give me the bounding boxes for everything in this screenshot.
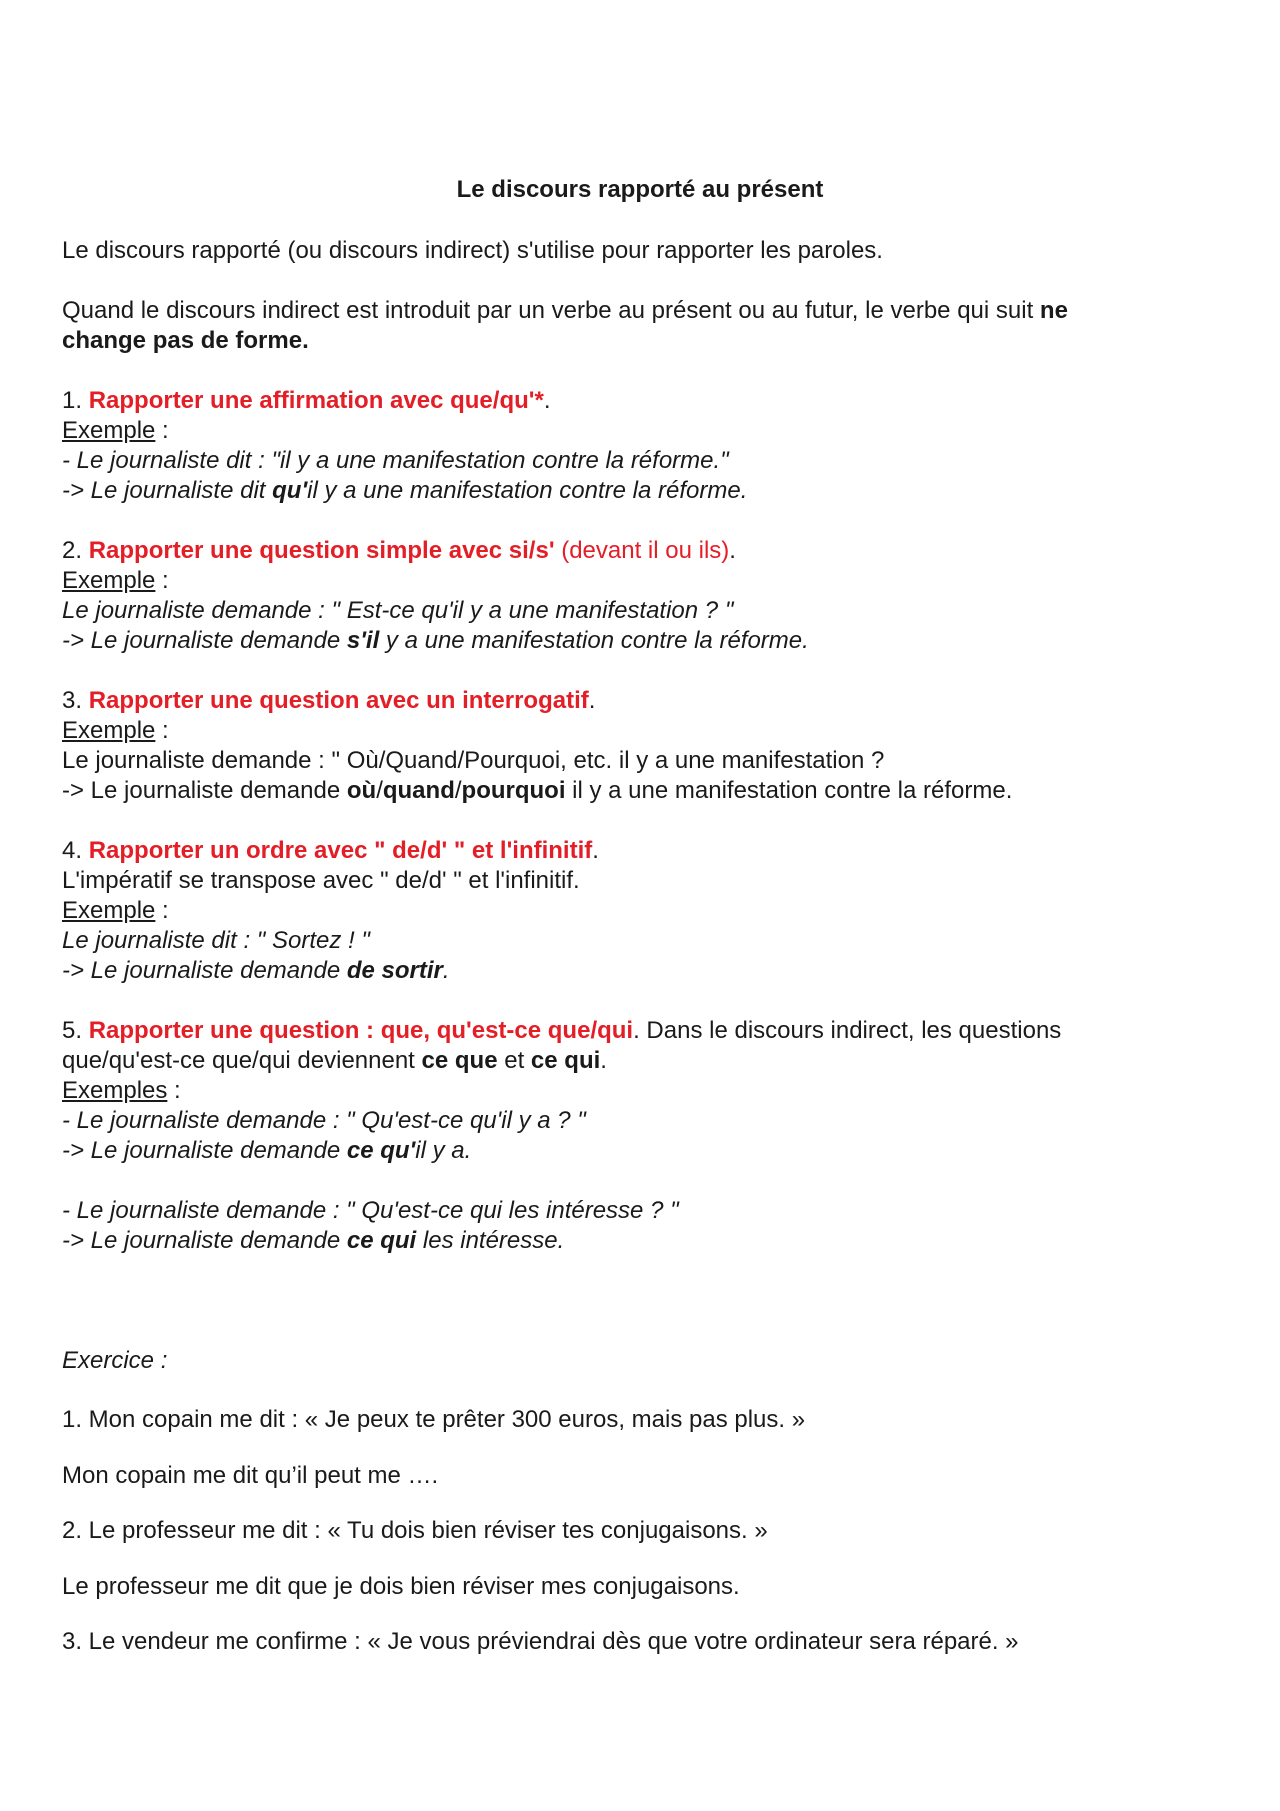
- example-text: il y a une manifestation contre la réforme.: [565, 777, 1013, 804]
- example-label: Exemple: [62, 417, 156, 444]
- section-bold: ce que: [421, 1047, 498, 1074]
- section-1-example-line-1: - Le journaliste dit : "il y a une manifestation contre la réforme.": [62, 447, 729, 474]
- section-3-example-line-2: [62, 776, 1012, 806]
- example-text: -> Le journaliste demande: [62, 1137, 347, 1164]
- section-3-example-label: [62, 716, 169, 746]
- example-text: -> Le journaliste demande: [62, 1227, 347, 1254]
- example-text: -> Le journaliste demande: [62, 627, 347, 654]
- page-title: Le discours rapporté au présent: [456, 176, 824, 203]
- section-note: (devant il ou ils): [554, 537, 730, 564]
- example-text: il y a.: [415, 1137, 472, 1164]
- example-label: Exemple: [62, 567, 156, 594]
- example-text: /: [454, 777, 462, 804]
- section-title: Rapporter une question simple avec si/s': [88, 537, 555, 564]
- section-number: 4.: [62, 837, 89, 864]
- punctuation: .: [600, 1047, 607, 1074]
- section-5-example-1-line-1: - Le journaliste demande : " Qu'est-ce qu'il y a ? ": [62, 1107, 586, 1134]
- section-title: Rapporter une question avec un interrogatif: [88, 687, 589, 714]
- punctuation: .: [588, 687, 596, 714]
- exercise-question-1: 1. Mon copain me dit : « Je peux te prêter 300 euros, mais pas plus. »: [62, 1406, 806, 1433]
- example-text: -> Le journaliste demande: [62, 777, 347, 804]
- section-4-example-label: [62, 896, 169, 926]
- example-bold: s'il: [346, 627, 380, 654]
- punctuation: .: [729, 537, 736, 564]
- example-text: .: [442, 957, 450, 984]
- section-number: 1.: [62, 387, 89, 414]
- rule-line-2: change pas de forme.: [62, 327, 309, 354]
- punctuation: :: [155, 897, 169, 924]
- example-label: Exemple: [62, 897, 156, 924]
- section-2-example-line-2: [62, 626, 809, 656]
- section-5-example-label: [62, 1076, 181, 1106]
- section-5-line-2: [62, 1046, 607, 1076]
- section-1-example-label: [62, 416, 169, 446]
- rule-bold: ne: [1039, 297, 1068, 324]
- section-text: . Dans le discours indirect, les questions: [633, 1017, 1062, 1044]
- example-text: il y a une manifestation contre la réforme.: [307, 477, 748, 504]
- example-text: -> Le journaliste demande: [62, 957, 347, 984]
- section-4-example-line-1: Le journaliste dit : " Sortez ! ": [62, 927, 370, 954]
- section-2-example-line-1: Le journaliste demande : " Est-ce qu'il y a une manifestation ? ": [62, 597, 734, 624]
- section-bold: ce qui: [530, 1047, 601, 1074]
- example-text: -> Le journaliste dit: [62, 477, 273, 504]
- example-bold: pourquoi: [461, 777, 566, 804]
- section-5-example-2-line-2: [62, 1226, 564, 1256]
- punctuation: :: [155, 417, 169, 444]
- example-label: Exemples: [62, 1077, 168, 1104]
- section-title: Rapporter une affirmation avec que/qu'*: [88, 387, 544, 414]
- section-5-example-2-line-1: - Le journaliste demande : " Qu'est-ce qui les intéresse ? ": [62, 1197, 679, 1224]
- section-title: Rapporter une question : que, qu'est-ce que/qui: [88, 1017, 634, 1044]
- section-2-heading: [62, 536, 736, 566]
- exercise-answer-1: Mon copain me dit qu’il peut me ….: [62, 1462, 439, 1489]
- section-text: que/qu'est-ce que/qui deviennent: [62, 1047, 422, 1074]
- section-4-example-line-2: [62, 956, 450, 986]
- rule-text: Quand le discours indirect est introduit par un verbe au présent ou au futur, le verbe qui suit: [62, 297, 1040, 324]
- section-number: 2.: [62, 537, 89, 564]
- section-4-description: L'impératif se transpose avec " de/d' " et l'infinitif.: [62, 867, 580, 894]
- section-1-heading: [62, 386, 550, 416]
- punctuation: :: [167, 1077, 181, 1104]
- example-text: /: [376, 777, 383, 804]
- section-3-example-line-1: Le journaliste demande : " Où/Quand/Pourquoi, etc. il y a une manifestation ?: [62, 747, 885, 774]
- exercise-label: Exercice :: [62, 1347, 168, 1374]
- example-bold: ce qu': [346, 1137, 416, 1164]
- intro-text: Le discours rapporté (ou discours indirect) s'utilise pour rapporter les paroles.: [62, 237, 883, 264]
- example-label: Exemple: [62, 717, 156, 744]
- section-3-heading: [62, 686, 595, 716]
- example-bold: quand: [382, 777, 455, 804]
- section-5-example-1-line-2: [62, 1136, 471, 1166]
- rule-line-1: [62, 296, 1068, 326]
- section-number: 5.: [62, 1017, 89, 1044]
- example-bold: qu': [272, 477, 308, 504]
- example-bold: où: [346, 777, 377, 804]
- section-number: 3.: [62, 687, 89, 714]
- section-text: et: [497, 1047, 531, 1074]
- punctuation: .: [592, 837, 599, 864]
- example-text: y a une manifestation contre la réforme.: [379, 627, 809, 654]
- example-bold: de sortir: [346, 957, 443, 984]
- section-title: Rapporter un ordre avec " de/d' " et l'infinitif: [88, 837, 593, 864]
- example-text: les intéresse.: [416, 1227, 565, 1254]
- section-5-heading: [62, 1016, 1061, 1046]
- exercise-question-3: 3. Le vendeur me confirme : « Je vous préviendrai dès que votre ordinateur sera réparé. »: [62, 1628, 1019, 1655]
- section-1-example-line-2: [62, 476, 747, 506]
- punctuation: :: [155, 567, 169, 594]
- section-4-heading: [62, 836, 599, 866]
- punctuation: .: [543, 387, 551, 414]
- punctuation: :: [155, 717, 169, 744]
- exercise-question-2: 2. Le professeur me dit : « Tu dois bien réviser tes conjugaisons. »: [62, 1517, 768, 1544]
- example-bold: ce qui: [346, 1227, 417, 1254]
- exercise-answer-2: Le professeur me dit que je dois bien réviser mes conjugaisons.: [62, 1573, 740, 1600]
- section-2-example-label: [62, 566, 169, 596]
